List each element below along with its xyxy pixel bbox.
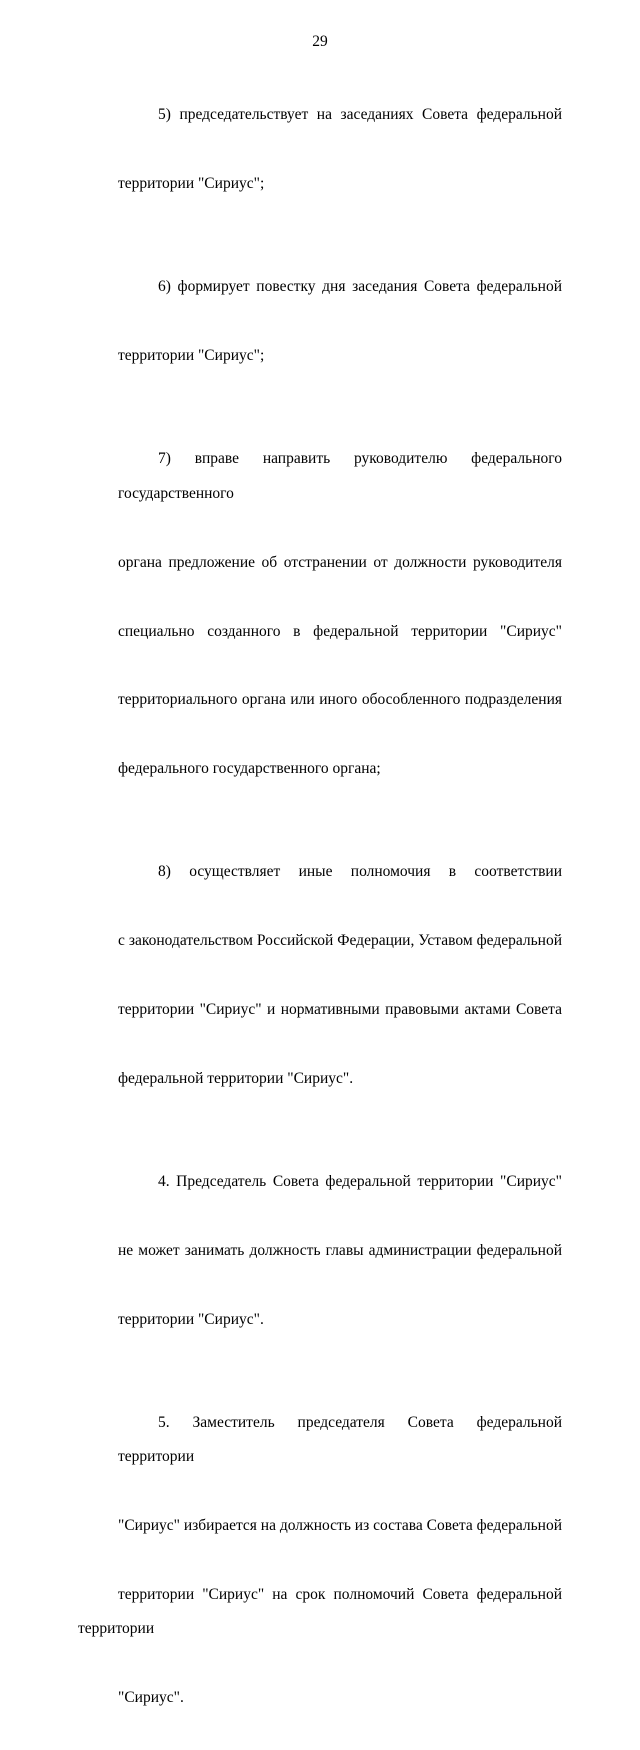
paragraph-line: 5. Заместитель председателя Совета федеральной территории	[118, 1413, 562, 1466]
document-body	[78, 64, 562, 1750]
paragraph-line: федерального государственного органа;	[118, 760, 381, 778]
paragraph-line: федеральной территории "Сириус".	[118, 1069, 354, 1087]
paragraph-line: "Сириус" избирается на должность из состава Совета федеральной	[118, 1517, 562, 1535]
paragraph-section-5	[78, 1371, 562, 1749]
paragraph-line: 8) осуществляет иные полномочия в соответствии	[158, 863, 562, 881]
paragraph-line: не может занимать должность главы администрации федеральной	[118, 1241, 562, 1259]
paragraph-item-7	[78, 408, 562, 821]
paragraph-line: органа предложение об отстранении от должности руководителя	[118, 553, 562, 571]
paragraph-line: территории "Сириус";	[118, 347, 265, 365]
paragraph-line: территории "Сириус";	[118, 175, 265, 193]
paragraph-line: территории "Сириус" на срок полномочий Совета федеральной территории	[78, 1585, 562, 1638]
paragraph-line: с законодательством Российской Федерации, Уставом федеральной	[118, 932, 562, 950]
paragraph-line: 5) председательствует на заседаниях Совета федеральной	[158, 106, 562, 124]
paragraph-line: территориального органа или иного обособленного подразделения	[118, 691, 562, 709]
page-number: 29	[312, 33, 328, 50]
paragraph-line: "Сириус".	[118, 1689, 184, 1707]
paragraph-line: 6) формирует повестку дня заседания Совета федеральной	[158, 278, 562, 296]
paragraph-line: территории "Сириус" и нормативными правовыми актами Совета	[118, 1000, 562, 1018]
paragraph-line: территории "Сириус".	[118, 1310, 264, 1328]
paragraph-line: 7) вправе направить руководителю федерального государственного	[118, 450, 562, 502]
paragraph-item-8	[78, 821, 562, 1131]
paragraph-section-4	[78, 1131, 562, 1372]
paragraph-item-6	[78, 236, 562, 408]
paragraph-line: 4. Председатель Совета федеральной территории "Сириус"	[158, 1173, 562, 1190]
paragraph-item-5	[78, 64, 562, 236]
paragraph-line: специально созданного в федеральной территории "Сириус"	[118, 622, 562, 640]
